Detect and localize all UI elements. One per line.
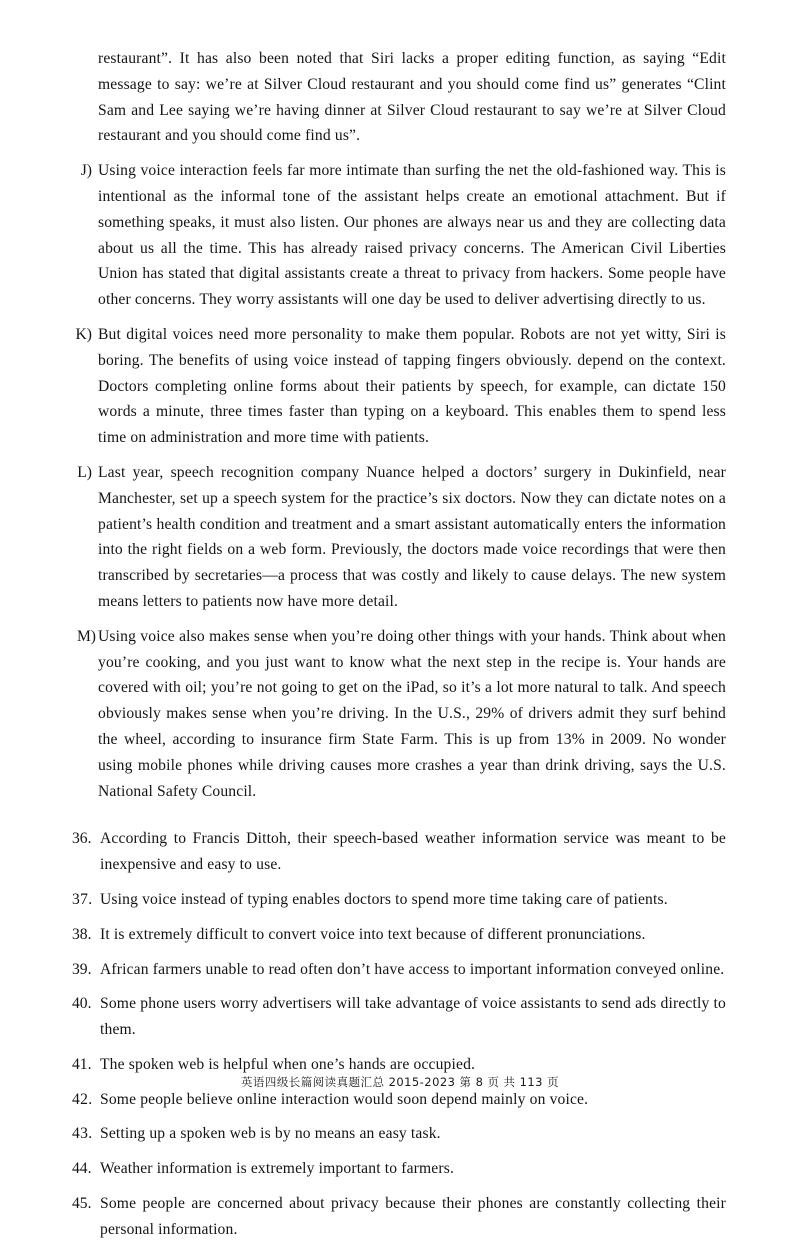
question-number-45: 45. [72,1195,92,1213]
matching-questions-list [72,826,726,1242]
paragraph-text-j: Using voice interaction feels far more intimate than surfing the net the old-fashioned way. This is intentional as the informal tone of the assistant helps create an emotional attachment. But if something speaks, it must also listen. Our phones are always near us and they are collecting data about us all the time. This has already raised privacy concerns. The American Civil Liberties Union has stated that digital assistants create a threat to privacy from hackers. Some people have other concerns. They worry assistants will one day be used to deliver advertising directly to us. [98,162,726,309]
question-text-40: Some phone users worry advertisers will take advantage of voice assistants to send ads directly to them. [100,995,726,1039]
passage-paragraph-k [72,322,726,451]
question-item-37[interactable] [72,887,726,913]
question-number-39: 39. [72,960,92,978]
question-text-43: Setting up a spoken web is by no means an easy task. [100,1125,441,1143]
question-number-42: 42. [72,1090,93,1108]
paragraph-text-m: Using voice also makes sense when you’re doing other things with your hands. Think about when you’re cooking, and you just want to know what the next step in the recipe is. Your hands are covered with oil; you’re not going to get on the iPad, so it’s a lot more natural to talk. And speech obviously makes sense when you’re driving. In the U.S., 29% of drivers admit they surf behind the wheel, according to insurance firm State Farm. This is up from 13% in 2009. No wonder using mobile phones while driving causes more crashes a year than drink driving, says the U.S. National Safety Council. [98,627,726,800]
page-footer: 英语四级长篇阅读真题汇总 2015-2023 第 8 页 共 113 页 [240,1075,560,1089]
question-text-44: Weather information is extremely important to farmers. [100,1160,455,1178]
question-number-44: 44. [72,1160,92,1178]
question-item-38[interactable] [72,922,726,948]
question-text-45: Some people are concerned about privacy because their phones are constantly collecting their personal information. [100,1195,726,1238]
question-item-36[interactable] [72,826,726,878]
page-content [72,46,726,1243]
question-text-39: African farmers unable to read often don’t have access to important information conveyed online. [100,960,725,978]
passage-continuation-paragraph: restaurant”. It has also been noted that Siri lacks a proper editing function, as saying “Edit message to say: we’re at Silver Cloud restaurant and you should come find us” generates “Clint Sam and Lee saying we’re having dinner at Silver Cloud restaurant to say we’re at Silver Cloud restaurant and you should come find us”. [98,50,726,145]
question-item-39[interactable] [72,957,726,983]
paragraph-label-j: J) [80,162,92,180]
question-item-44[interactable] [72,1156,726,1182]
question-number-43: 43. [72,1125,93,1143]
passage-paragraph-j [72,158,726,313]
passage-paragraph-m [72,624,726,805]
question-number-40: 40. [72,995,92,1013]
paragraph-text-l: Last year, speech recognition company Nuance helped a doctors’ surgery in Dukinfield, near Manchester, set up a speech system for the practice’s six doctors. Now they can dictate notes on a patient’s health condition and treatment and a smart assistant automatically enters the information into the right fields on a web form. Previously, the doctors made voice recordings that were then transcribed by secretaries—a process that was costly and likely to cause delays. The new system means letters to patients now have more detail. [98,463,726,610]
question-item-42[interactable] [72,1087,726,1113]
paragraph-text-k: But digital voices need more personality to make them popular. Robots are not yet witty, Siri is boring. The benefits of using voice instead of tapping fingers obviously. depend on the context. Doctors completing online forms about their patients by speech, for example, can dictate 150 words a minute, three times faster than typing on a keyboard. This enables them to spend less time on administration and more time with patients. [98,325,726,447]
paragraph-label-m: M) [76,627,96,645]
question-number-37: 37. [72,890,93,908]
question-text-36: According to Francis Dittoh, their speech-based weather information service was meant to be inexpensive and easy to use. [100,830,726,874]
question-item-45[interactable] [72,1191,726,1243]
question-number-38: 38. [72,925,92,943]
question-item-43[interactable] [72,1121,726,1147]
question-number-41: 41. [72,1055,92,1073]
paragraph-label-l: L) [77,463,92,481]
question-text-37: Using voice instead of typing enables doctors to spend more time taking care of patients. [100,890,668,908]
question-text-38: It is extremely difficult to convert voice into text because of different pronunciations. [100,925,646,943]
paragraph-label-k: K) [75,325,92,343]
question-item-40[interactable] [72,991,726,1043]
question-number-36: 36. [72,830,92,848]
question-text-41: The spoken web is helpful when one’s hands are occupied. [100,1055,476,1073]
question-text-42: Some people believe online interaction would soon depend mainly on voice. [100,1090,589,1108]
passage-paragraph-l [72,460,726,615]
